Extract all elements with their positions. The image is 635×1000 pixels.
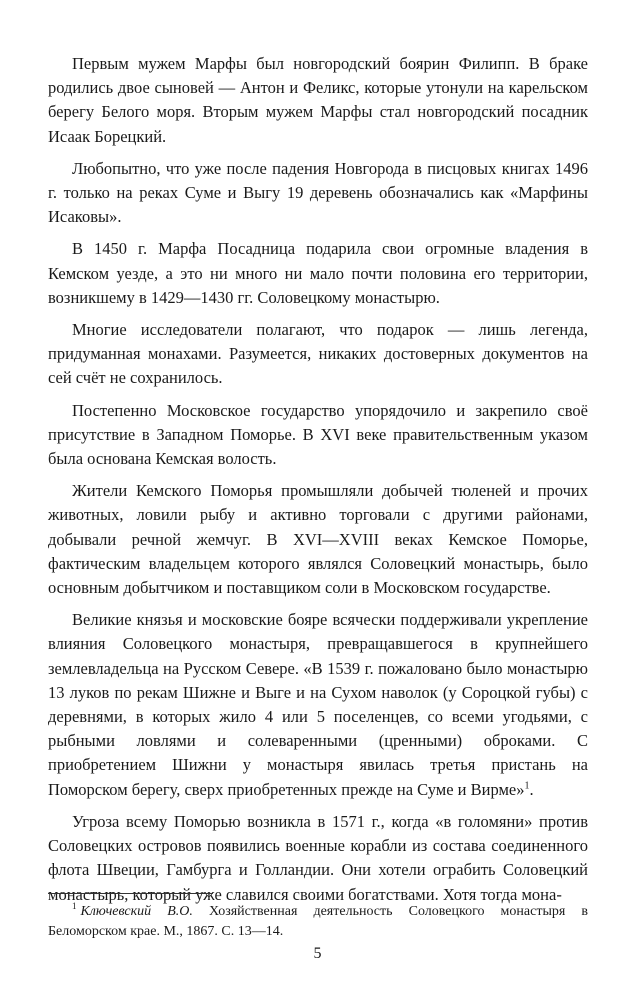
- footnote-reference[interactable]: 1: [524, 780, 530, 792]
- footnote-text: Хозяйственная деятельность Соловецкого монастыря в Беломорском крае. М., 1867. С. 13—14.: [48, 904, 588, 939]
- page-number: 5: [313, 945, 322, 962]
- paragraph-3: В 1450 г. Марфа Посадница подарила свои огромные владения в Кемском уезде, а это ни много ни мало почти половина его территории, возникшему в 1429—1430 гг. Соловецкому монастырю.: [48, 239, 588, 307]
- paragraph-5: Постепенно Московское государство упорядочило и закрепило своё присутствие в Западном Поморье. В XVI веке правительственным указом была основана Кемская волость.: [48, 400, 588, 469]
- paragraph-7-text: Великие князья и московские бояре всячески поддерживали укрепление влияния Соловецкого монастыря, превращавшегося в крупнейшего землевладельца на Русском Севере. «В 1539 г. пожаловано было монастырю 13 луков по рекам Шижне и Выге и на Сухом наволок (у Сороцкой губы) с деревнями, в которых жило 4 или 5 поселенцев, со всеми угодьями, с рыбными ловлями и солеваренными (цренными) оброками. С приобретением Шижни у монастыря явилась третья пристань на Поморском берегу, сверх приобретенных прежде на Суме и Вирме»: [48, 610, 588, 799]
- footnote-mark: 1: [72, 901, 77, 912]
- footnote-author: Ключевский В.О.: [80, 904, 193, 919]
- paragraph-8: Угроза всему Поморью возникла в 1571 г., когда «в голомяни» против Соловецких островов появились военные корабли из состава соединенного флота Швеции, Гамбурга и Голландии. Они хотели ограбить Соловецкий монастырь, который уже славился своими богатствами. Хотя тогда мона-: [48, 811, 588, 904]
- footnote-divider: [48, 893, 213, 894]
- paragraph-2: Любопытно, что уже после падения Новгорода в писцовых книгах 1496 г. только на реках Суме и Выгу 19 деревень обозначались как «Марфины Исаковы».: [48, 158, 588, 227]
- paragraph-1: Первым мужем Марфы был новгородский боярин Филипп. В браке родились двое сыновей — Антон и Феликс, которые утонули на карельском берегу Белого моря. Вторым мужем Марфы стал новгородский посадник Исаак Борецкий.: [48, 54, 588, 146]
- paragraph-6: Жители Кемского Поморья промышляли добычей тюленей и прочих животных, ловили рыбу и активно торговали с другими районами, добывали речной жемчуг. В XVI—XVIII веках Кемское Поморье, фактическим владельцем которого являлся Соловецкий монастырь, было основным добытчиком и поставщиком соли в Московском государстве.: [48, 481, 588, 598]
- footnote: [48, 902, 588, 942]
- paragraph-4: Многие исследователи полагают, что подарок — лишь легенда, придуманная монахами. Разумеется, никаких достоверных документов на сей счёт не сохранилось.: [48, 320, 588, 388]
- main-text: [48, 52, 588, 915]
- paragraph-7: Великие князья и московские бояре всячески поддерживали укрепление влияния Соловецкого монастыря, превращавшегося в крупнейшего землевладельца на Русском Севере. «В 1539 г. пожаловано было монастырю 13 луков по рекам Шижне и Выге и на Сухом наволок (у Сороцкой губы) с деревнями, в которых жило 4 или 5 поселенцев, со всеми угодьями, с рыбными ловлями и солеваренными (цренными) оброками. С приобретением Шижни у монастыря явилась третья пристань на Поморском берегу, сверх приобретенных прежде на Суме и Вирме»$^1$.: [48, 610, 588, 799]
